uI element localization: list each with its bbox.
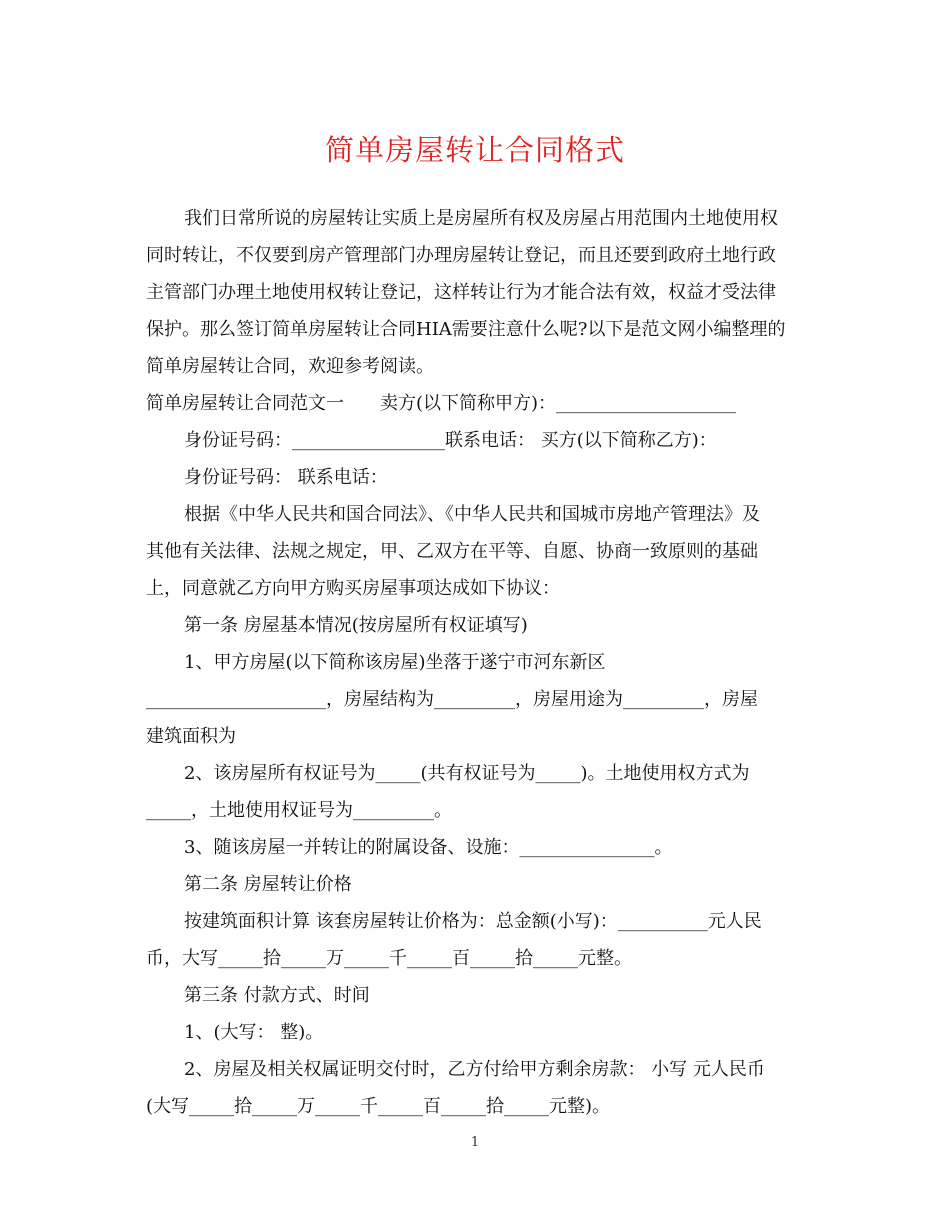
paragraph-line: 根据《中华人民共和国合同法》、《中华人民共和国城市房地产管理法》及 [184,504,760,525]
paragraph-line: 2、房屋及相关权属证明交付时，乙方付给甲方剩余房款： 小写 元人民币 [184,1059,765,1080]
paragraph-line: ____________________，房屋结构为_________，房屋用途为_________，房屋 [146,689,758,710]
paragraph-line: 3、随该房屋一并转让的附属设备、设施：_______________。 [184,837,673,858]
paragraph-line: 上，同意就乙方向甲方购买房屋事项达成如下协议： [146,578,560,599]
paragraph-line: 建筑面积为 [146,726,236,747]
paragraph-line: (大写_____拾_____万_____千_____百_____拾_____元整)。 [146,1096,611,1117]
paragraph-line: 身份证号码：_________________联系电话： 买方(以下简称乙方)： [184,430,717,451]
paragraph-line: 身份证号码： 联系电话： [184,467,388,488]
paragraph-line: 同时转让，不仅要到房产管理部门办理房屋转让登记，而且还要到政府土地行政 [146,245,776,266]
paragraph-line: 主管部门办理土地使用权转让登记，这样转让行为才能合法有效，权益才受法律 [146,282,776,303]
paragraph-line: 2、该房屋所有权证号为_____(共有权证号为_____)。土地使用权方式为 [184,763,750,784]
contract-heading-line: 简单房屋转让合同范文一 卖方(以下简称甲方)：____________________ [146,393,737,414]
paragraph-line: 币，大写_____拾_____万_____千_____百_____拾_____元整。 [146,948,632,969]
page-number: 1 [470,1135,480,1150]
paragraph-line: 1、(大写： 整)。 [184,1022,324,1043]
paragraph-line: 其他有关法律、法规之规定，甲、乙双方在平等、自愿、协商一致原则的基础 [146,541,758,562]
paragraph-line: 我们日常所说的房屋转让实质上是房屋所有权及房屋占用范围内土地使用权 [184,208,778,229]
document-title: 简单房屋转让合同格式 [324,133,625,167]
paragraph-line: _____，土地使用权证号为_________。 [146,800,452,821]
paragraph-line: 按建筑面积计算 该套房屋转让价格为：总金额(小写)：__________元人民 [184,911,762,932]
article-heading: 第二条 房屋转让价格 [184,874,352,895]
paragraph-line: 简单房屋转让合同，欢迎参考阅读。 [146,356,434,377]
paragraph-line: 1、甲方房屋(以下简称该房屋)坐落于遂宁市河东新区 [184,652,606,673]
paragraph-line: 保护。那么签订简单房屋转让合同HIA需要注意什么呢?以下是范文网小编整理的 [146,319,786,340]
article-heading: 第三条 付款方式、时间 [184,985,370,1006]
article-heading: 第一条 房屋基本情况(按房屋所有权证填写) [184,615,528,636]
